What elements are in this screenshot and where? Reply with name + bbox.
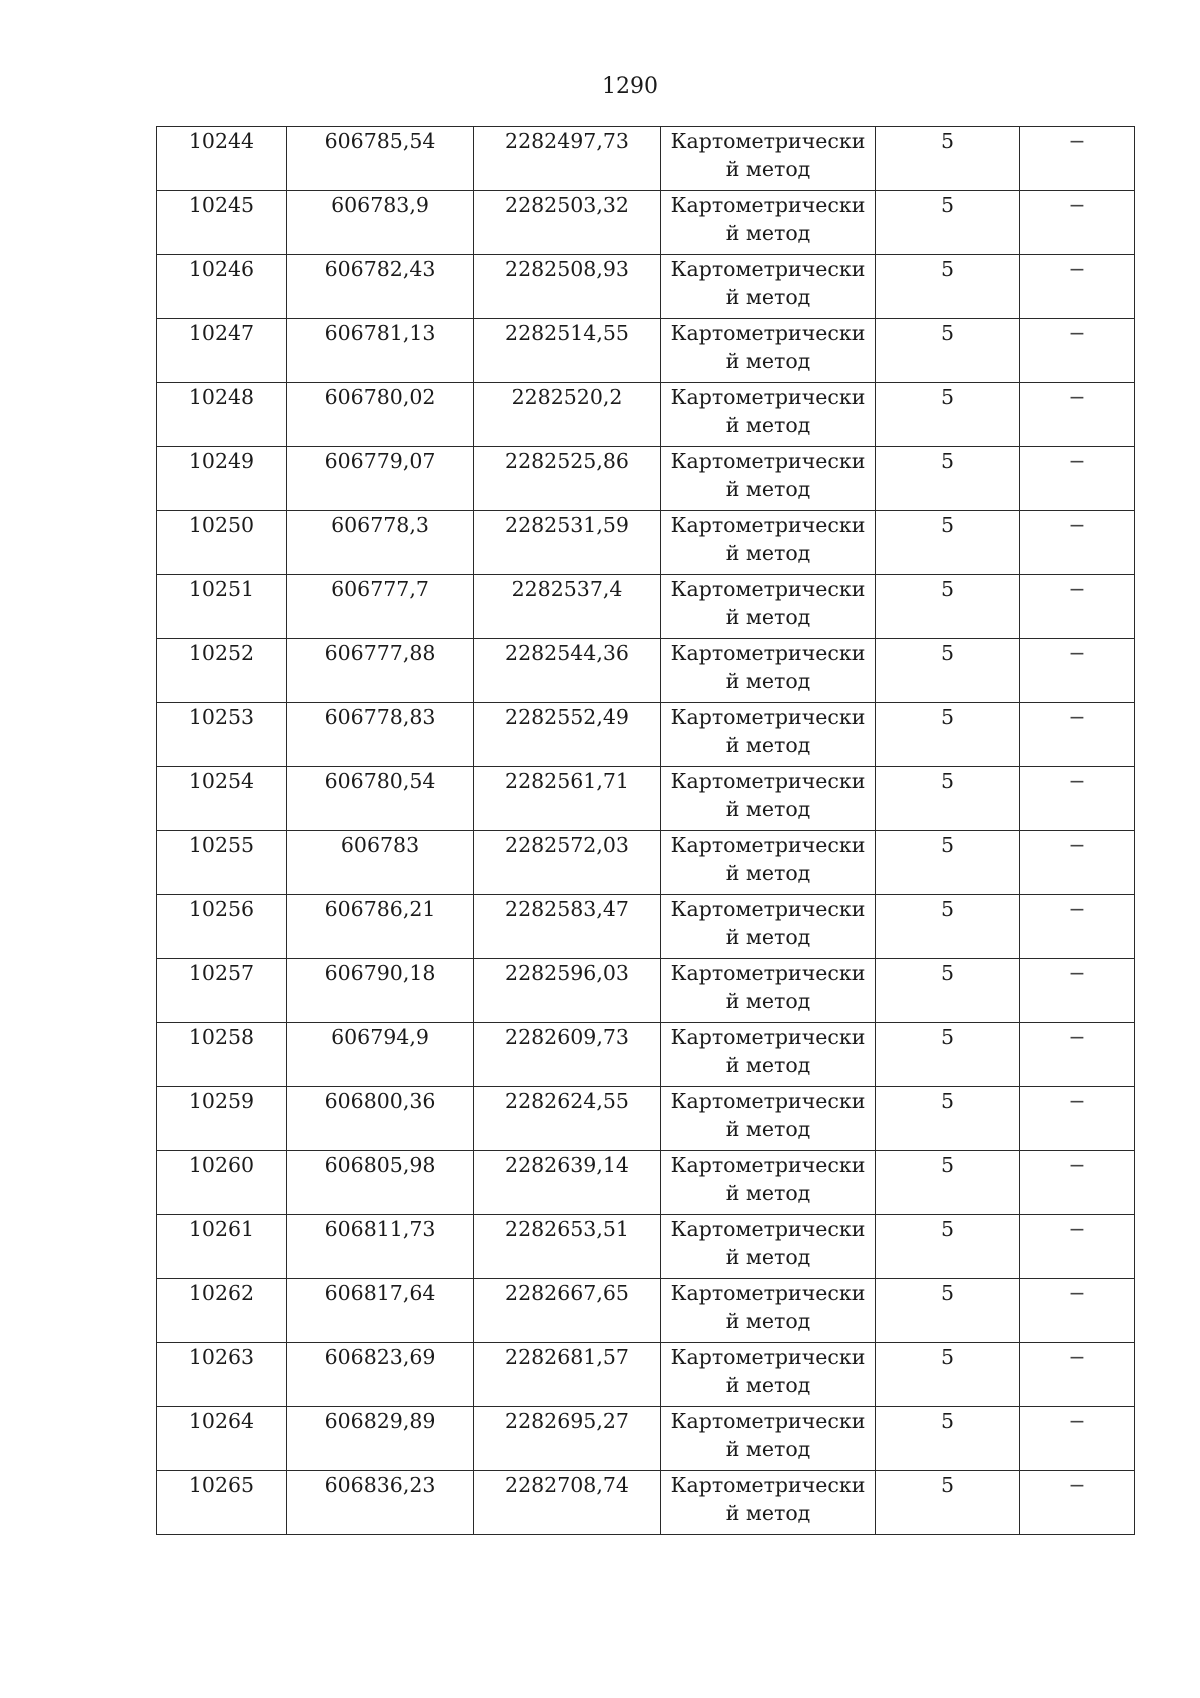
note-cell: −	[1020, 447, 1135, 511]
y-coordinate-cell: 2282508,93	[474, 255, 661, 319]
method-cell	[661, 255, 876, 319]
method-cell	[661, 127, 876, 191]
method-line-2: й метод	[725, 1309, 811, 1333]
method-line-1: Картометрически	[670, 257, 866, 281]
table-row	[157, 575, 1135, 639]
x-coordinate-cell: 606800,36	[287, 1087, 474, 1151]
x-coordinate-cell: 606805,98	[287, 1151, 474, 1215]
method-cell	[661, 1279, 876, 1343]
method-cell	[661, 383, 876, 447]
y-coordinate-cell: 2282561,71	[474, 767, 661, 831]
method-line-2: й метод	[725, 541, 811, 565]
method-cell	[661, 831, 876, 895]
method-line-1: Картометрически	[670, 705, 866, 729]
x-coordinate-cell: 606829,89	[287, 1407, 474, 1471]
table-row	[157, 447, 1135, 511]
table-row	[157, 767, 1135, 831]
note-cell: −	[1020, 127, 1135, 191]
method-line-2: й метод	[725, 925, 811, 949]
accuracy-cell: 5	[876, 127, 1020, 191]
method-cell	[661, 1343, 876, 1407]
y-coordinate-cell: 2282681,57	[474, 1343, 661, 1407]
method-line-1: Картометрически	[670, 513, 866, 537]
y-coordinate-cell: 2282695,27	[474, 1407, 661, 1471]
table-row	[157, 1471, 1135, 1535]
method-line-1: Картометрически	[670, 1153, 866, 1177]
method-line-1: Картометрически	[670, 1217, 866, 1241]
method-line-2: й метод	[725, 605, 811, 629]
method-cell	[661, 575, 876, 639]
point-number-cell: 10248	[157, 383, 287, 447]
point-number-cell: 10260	[157, 1151, 287, 1215]
method-cell	[661, 639, 876, 703]
method-line-2: й метод	[725, 1181, 811, 1205]
accuracy-cell: 5	[876, 895, 1020, 959]
accuracy-cell: 5	[876, 383, 1020, 447]
x-coordinate-cell: 606786,21	[287, 895, 474, 959]
y-coordinate-cell: 2282531,59	[474, 511, 661, 575]
method-line-1: Картометрически	[670, 1345, 866, 1369]
table-row	[157, 319, 1135, 383]
method-line-2: й метод	[725, 1437, 811, 1461]
coordinates-table-body	[157, 127, 1135, 1535]
y-coordinate-cell: 2282653,51	[474, 1215, 661, 1279]
table-row	[157, 1407, 1135, 1471]
accuracy-cell: 5	[876, 511, 1020, 575]
point-number-cell: 10259	[157, 1087, 287, 1151]
method-cell	[661, 1087, 876, 1151]
method-cell	[661, 447, 876, 511]
x-coordinate-cell: 606783,9	[287, 191, 474, 255]
y-coordinate-cell: 2282503,32	[474, 191, 661, 255]
point-number-cell: 10254	[157, 767, 287, 831]
accuracy-cell: 5	[876, 575, 1020, 639]
method-cell	[661, 767, 876, 831]
method-cell	[661, 1151, 876, 1215]
method-line-1: Картометрически	[670, 449, 866, 473]
method-line-1: Картометрически	[670, 1409, 866, 1433]
method-line-2: й метод	[725, 413, 811, 437]
method-line-2: й метод	[725, 989, 811, 1013]
note-cell: −	[1020, 1279, 1135, 1343]
x-coordinate-cell: 606790,18	[287, 959, 474, 1023]
method-cell	[661, 703, 876, 767]
note-cell: −	[1020, 1087, 1135, 1151]
point-number-cell: 10258	[157, 1023, 287, 1087]
method-line-1: Картометрически	[670, 1473, 866, 1497]
method-cell	[661, 191, 876, 255]
method-line-2: й метод	[725, 1245, 811, 1269]
table-row	[157, 511, 1135, 575]
accuracy-cell: 5	[876, 191, 1020, 255]
method-cell	[661, 1471, 876, 1535]
method-line-1: Картометрически	[670, 961, 866, 985]
method-line-1: Картометрически	[670, 1025, 866, 1049]
method-line-2: й метод	[725, 157, 811, 181]
method-line-2: й метод	[725, 477, 811, 501]
note-cell: −	[1020, 1407, 1135, 1471]
accuracy-cell: 5	[876, 1023, 1020, 1087]
x-coordinate-cell: 606777,7	[287, 575, 474, 639]
method-line-2: й метод	[725, 797, 811, 821]
method-line-1: Картометрически	[670, 193, 866, 217]
note-cell: −	[1020, 959, 1135, 1023]
point-number-cell: 10261	[157, 1215, 287, 1279]
point-number-cell: 10245	[157, 191, 287, 255]
method-line-1: Картометрически	[670, 769, 866, 793]
table-row	[157, 191, 1135, 255]
x-coordinate-cell: 606794,9	[287, 1023, 474, 1087]
point-number-cell: 10249	[157, 447, 287, 511]
table-row	[157, 1343, 1135, 1407]
note-cell: −	[1020, 831, 1135, 895]
x-coordinate-cell: 606780,02	[287, 383, 474, 447]
method-cell	[661, 1407, 876, 1471]
y-coordinate-cell: 2282583,47	[474, 895, 661, 959]
table-row	[157, 1151, 1135, 1215]
table-row	[157, 383, 1135, 447]
x-coordinate-cell: 606823,69	[287, 1343, 474, 1407]
point-number-cell: 10265	[157, 1471, 287, 1535]
x-coordinate-cell: 606782,43	[287, 255, 474, 319]
accuracy-cell: 5	[876, 319, 1020, 383]
y-coordinate-cell: 2282514,55	[474, 319, 661, 383]
accuracy-cell: 5	[876, 447, 1020, 511]
point-number-cell: 10247	[157, 319, 287, 383]
note-cell: −	[1020, 1471, 1135, 1535]
accuracy-cell: 5	[876, 1343, 1020, 1407]
accuracy-cell: 5	[876, 831, 1020, 895]
y-coordinate-cell: 2282624,55	[474, 1087, 661, 1151]
note-cell: −	[1020, 895, 1135, 959]
x-coordinate-cell: 606781,13	[287, 319, 474, 383]
table-row	[157, 127, 1135, 191]
method-line-2: й метод	[725, 1117, 811, 1141]
note-cell: −	[1020, 639, 1135, 703]
method-line-1: Картометрически	[670, 833, 866, 857]
note-cell: −	[1020, 319, 1135, 383]
point-number-cell: 10253	[157, 703, 287, 767]
y-coordinate-cell: 2282525,86	[474, 447, 661, 511]
method-cell	[661, 319, 876, 383]
point-number-cell: 10256	[157, 895, 287, 959]
note-cell: −	[1020, 1151, 1135, 1215]
point-number-cell: 10255	[157, 831, 287, 895]
note-cell: −	[1020, 767, 1135, 831]
method-line-2: й метод	[725, 733, 811, 757]
table-row	[157, 1215, 1135, 1279]
note-cell: −	[1020, 575, 1135, 639]
coordinates-table	[156, 126, 1135, 1535]
x-coordinate-cell: 606783	[287, 831, 474, 895]
method-line-2: й метод	[725, 349, 811, 373]
accuracy-cell: 5	[876, 703, 1020, 767]
x-coordinate-cell: 606778,83	[287, 703, 474, 767]
accuracy-cell: 5	[876, 1279, 1020, 1343]
point-number-cell: 10251	[157, 575, 287, 639]
accuracy-cell: 5	[876, 1471, 1020, 1535]
note-cell: −	[1020, 1343, 1135, 1407]
accuracy-cell: 5	[876, 1151, 1020, 1215]
accuracy-cell: 5	[876, 1087, 1020, 1151]
x-coordinate-cell: 606779,07	[287, 447, 474, 511]
method-cell	[661, 1215, 876, 1279]
method-cell	[661, 959, 876, 1023]
table-row	[157, 1279, 1135, 1343]
x-coordinate-cell: 606778,3	[287, 511, 474, 575]
method-line-2: й метод	[725, 221, 811, 245]
method-line-1: Картометрически	[670, 1281, 866, 1305]
method-line-1: Картометрически	[670, 129, 866, 153]
x-coordinate-cell: 606817,64	[287, 1279, 474, 1343]
point-number-cell: 10264	[157, 1407, 287, 1471]
y-coordinate-cell: 2282544,36	[474, 639, 661, 703]
table-row	[157, 255, 1135, 319]
x-coordinate-cell: 606811,73	[287, 1215, 474, 1279]
method-line-1: Картометрически	[670, 641, 866, 665]
page-number: 1290	[602, 74, 658, 99]
note-cell: −	[1020, 1023, 1135, 1087]
method-line-1: Картометрически	[670, 1089, 866, 1113]
y-coordinate-cell: 2282537,4	[474, 575, 661, 639]
method-line-1: Картометрически	[670, 577, 866, 601]
y-coordinate-cell: 2282552,49	[474, 703, 661, 767]
x-coordinate-cell: 606785,54	[287, 127, 474, 191]
x-coordinate-cell: 606777,88	[287, 639, 474, 703]
point-number-cell: 10263	[157, 1343, 287, 1407]
y-coordinate-cell: 2282572,03	[474, 831, 661, 895]
y-coordinate-cell: 2282520,2	[474, 383, 661, 447]
method-line-2: й метод	[725, 1501, 811, 1525]
note-cell: −	[1020, 511, 1135, 575]
y-coordinate-cell: 2282609,73	[474, 1023, 661, 1087]
point-number-cell: 10252	[157, 639, 287, 703]
method-cell	[661, 895, 876, 959]
y-coordinate-cell: 2282667,65	[474, 1279, 661, 1343]
note-cell: −	[1020, 191, 1135, 255]
method-line-1: Картометрически	[670, 321, 866, 345]
method-line-1: Картометрически	[670, 385, 866, 409]
table-row	[157, 959, 1135, 1023]
point-number-cell: 10244	[157, 127, 287, 191]
point-number-cell: 10246	[157, 255, 287, 319]
method-line-2: й метод	[725, 861, 811, 885]
point-number-cell: 10257	[157, 959, 287, 1023]
note-cell: −	[1020, 383, 1135, 447]
y-coordinate-cell: 2282639,14	[474, 1151, 661, 1215]
y-coordinate-cell: 2282497,73	[474, 127, 661, 191]
method-line-2: й метод	[725, 1373, 811, 1397]
note-cell: −	[1020, 703, 1135, 767]
method-line-2: й метод	[725, 1053, 811, 1077]
table-row	[157, 639, 1135, 703]
point-number-cell: 10250	[157, 511, 287, 575]
table-row	[157, 1023, 1135, 1087]
x-coordinate-cell: 606780,54	[287, 767, 474, 831]
y-coordinate-cell: 2282596,03	[474, 959, 661, 1023]
table-row	[157, 831, 1135, 895]
accuracy-cell: 5	[876, 959, 1020, 1023]
table-row	[157, 895, 1135, 959]
y-coordinate-cell: 2282708,74	[474, 1471, 661, 1535]
table-row	[157, 1087, 1135, 1151]
accuracy-cell: 5	[876, 1407, 1020, 1471]
method-line-1: Картометрически	[670, 897, 866, 921]
method-cell	[661, 1023, 876, 1087]
method-line-2: й метод	[725, 285, 811, 309]
accuracy-cell: 5	[876, 639, 1020, 703]
note-cell: −	[1020, 1215, 1135, 1279]
note-cell: −	[1020, 255, 1135, 319]
accuracy-cell: 5	[876, 767, 1020, 831]
method-cell	[661, 511, 876, 575]
accuracy-cell: 5	[876, 1215, 1020, 1279]
accuracy-cell: 5	[876, 255, 1020, 319]
table-row	[157, 703, 1135, 767]
x-coordinate-cell: 606836,23	[287, 1471, 474, 1535]
point-number-cell: 10262	[157, 1279, 287, 1343]
method-line-2: й метод	[725, 669, 811, 693]
